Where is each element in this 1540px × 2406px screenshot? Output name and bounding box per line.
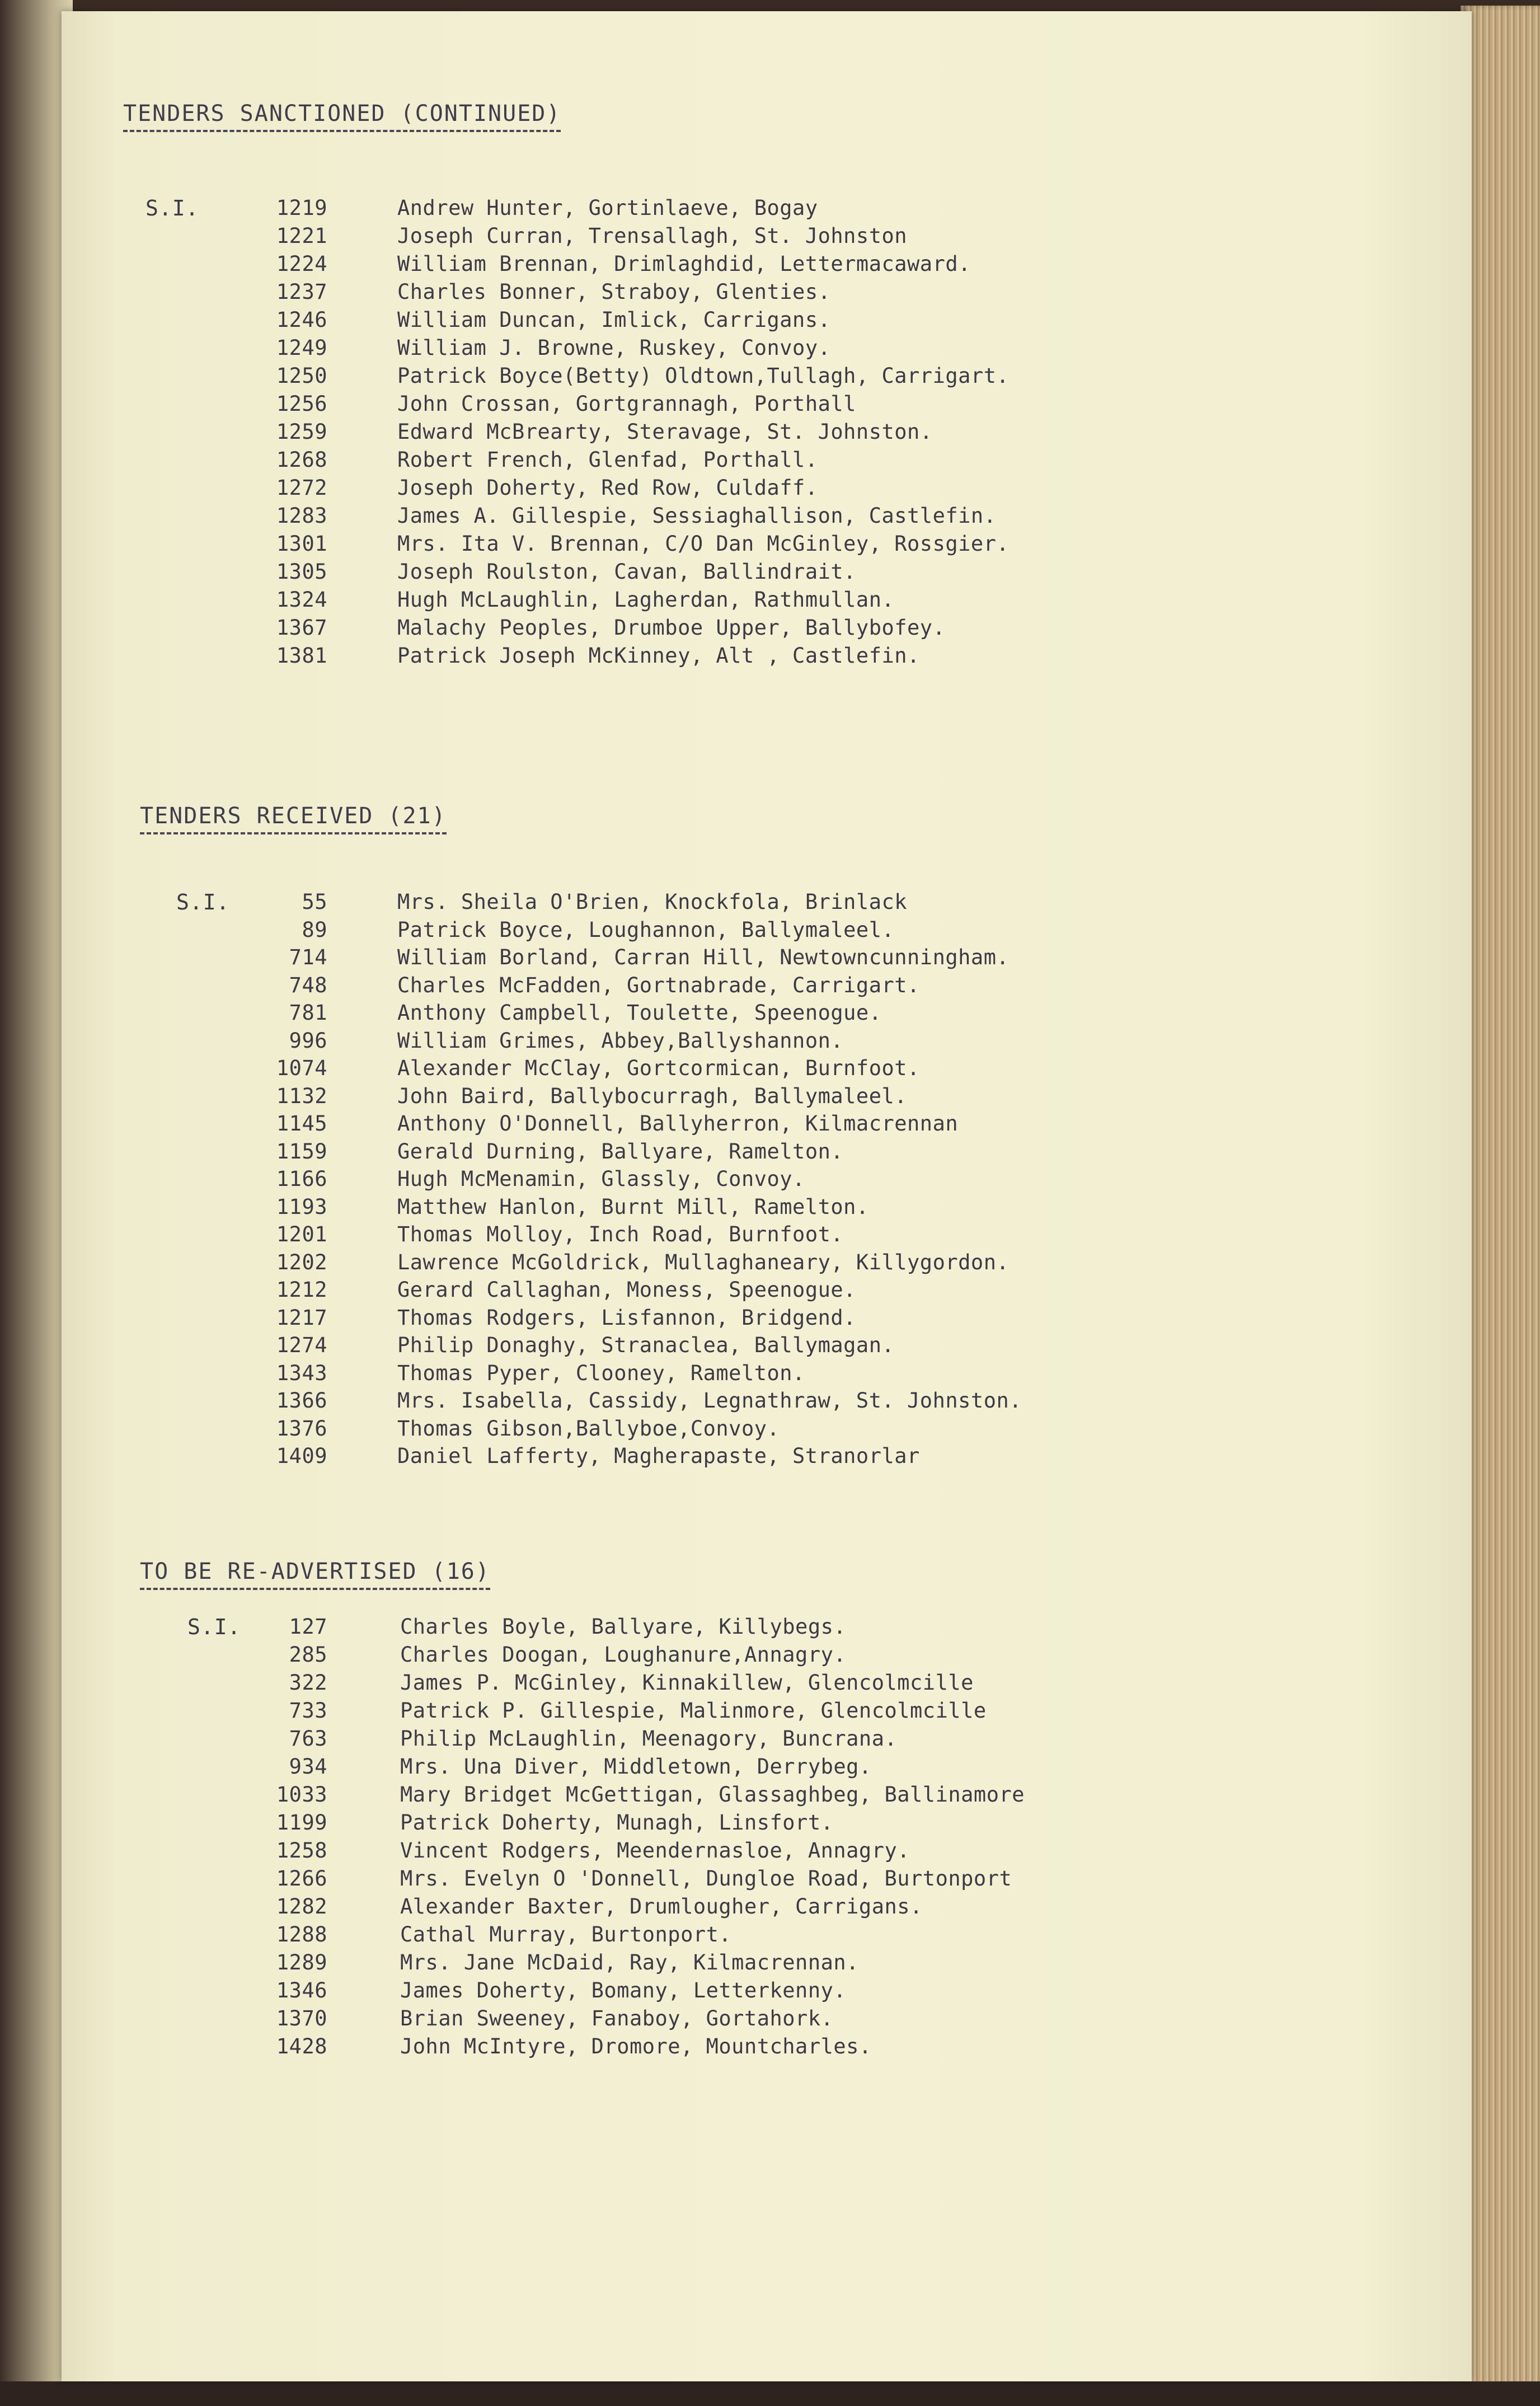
entry-number: 1301 (276, 532, 327, 556)
entry-number: 55 (302, 890, 327, 914)
entry-text: Cathal Murray, Burtonport. (400, 1922, 732, 1947)
entry-text: James A. Gillespie, Sessiaghallison, Castlefin. (397, 504, 997, 528)
entry-text: John Crossan, Gortgrannagh, Porthall (397, 392, 856, 416)
entry-text: Patrick Boyce(Betty) Oldtown,Tullagh, Carrigart. (397, 364, 1010, 388)
entry-number: 748 (289, 973, 327, 997)
entry-text: Philip Donaghy, Stranaclea, Ballymagan. (397, 1333, 895, 1357)
entry-number: 1249 (276, 336, 327, 360)
entry-number: 1212 (276, 1278, 327, 1302)
entry-number: 1201 (276, 1222, 327, 1246)
entry-text: Alexander Baxter, Drumlougher, Carrigans. (400, 1894, 923, 1919)
entry-text: Patrick Boyce, Loughannon, Ballymaleel. (397, 917, 895, 942)
entry-number: 89 (302, 917, 327, 942)
entry-number: 1343 (276, 1361, 327, 1385)
entry-text: Andrew Hunter, Gortinlaeve, Bogay (397, 196, 818, 220)
entry-text: Mrs. Isabella, Cassidy, Legnathraw, St. Johnston. (397, 1389, 1022, 1413)
entry-text: William Borland, Carran Hill, Newtowncunningham. (397, 945, 1010, 969)
entry-number: 1199 (276, 1811, 327, 1835)
entry-text: Joseph Curran, Trensallagh, St. Johnston (397, 224, 908, 248)
entry-number: 1381 (276, 644, 327, 668)
entry-text: Patrick Joseph McKinney, Alt , Castlefin. (397, 644, 920, 668)
entry-number: 1033 (276, 1783, 327, 1807)
entry-number: 1428 (276, 2034, 327, 2058)
entry-number: 1250 (276, 364, 327, 388)
page-edges (1461, 6, 1540, 2390)
entry-number: 127 (289, 1615, 327, 1639)
entry-text: John McIntyre, Dromore, Mountcharles. (400, 2034, 872, 2058)
entry-number: 934 (289, 1755, 327, 1779)
entry-text: Mrs. Ita V. Brennan, C/O Dan McGinley, Rossgier. (397, 532, 1010, 556)
entry-text: Mrs. Sheila O'Brien, Knockfola, Brinlack (397, 890, 908, 914)
section-heading-tenders-sanctioned: TENDERS SANCTIONED (CONTINUED) (123, 101, 561, 132)
entry-number: 1256 (276, 392, 327, 416)
entry-number: 1258 (276, 1838, 327, 1863)
entry-text: Anthony O'Donnell, Ballyherron, Kilmacrennan (397, 1111, 959, 1136)
entry-number: 733 (289, 1699, 327, 1723)
entry-number: 1366 (276, 1389, 327, 1413)
entry-number: 1193 (276, 1194, 327, 1219)
entry-number: 322 (289, 1671, 327, 1695)
section-prefix: S.I. (145, 196, 199, 221)
entry-text: Thomas Rodgers, Lisfannon, Bridgend. (397, 1305, 856, 1330)
entry-text: Mary Bridget McGettigan, Glassaghbeg, Ballinamore (400, 1783, 1025, 1807)
entry-text: Hugh McLaughlin, Lagherdan, Rathmullan. (397, 588, 895, 612)
entry-number: 1224 (276, 252, 327, 276)
entry-number: 1217 (276, 1305, 327, 1330)
entry-text: Alexander McClay, Gortcormican, Burnfoot. (397, 1056, 920, 1080)
entry-number: 1221 (276, 224, 327, 248)
section-prefix: S.I. (187, 1615, 241, 1639)
entry-number: 1409 (276, 1444, 327, 1468)
entry-number: 1237 (276, 280, 327, 304)
entry-number: 1305 (276, 560, 327, 584)
entry-text: Vincent Rodgers, Meendernasloe, Annagry. (400, 1838, 910, 1863)
entry-number: 781 (289, 1001, 327, 1025)
entry-text: Patrick P. Gillespie, Malinmore, Glencolmcille (400, 1699, 987, 1723)
entry-text: Mrs. Una Diver, Middletown, Derrybeg. (400, 1755, 872, 1779)
entry-number: 1289 (276, 1950, 327, 1974)
entry-number: 1246 (276, 308, 327, 332)
entry-text: Lawrence McGoldrick, Mullaghaneary, Killygordon. (397, 1250, 1010, 1274)
entry-number: 1370 (276, 2006, 327, 2030)
entry-number: 1159 (276, 1139, 327, 1164)
entry-text: Daniel Lafferty, Magherapaste, Stranorlar (397, 1444, 920, 1468)
entry-text: Thomas Molloy, Inch Road, Burnfoot. (397, 1222, 844, 1246)
bottom-edge (0, 2381, 1540, 2406)
entry-number: 285 (289, 1643, 327, 1667)
entry-number: 1283 (276, 504, 327, 528)
entry-text: Brian Sweeney, Fanaboy, Gortahork. (400, 2006, 834, 2030)
entry-text: Edward McBrearty, Steravage, St. Johnston. (397, 420, 933, 444)
entry-text: William J. Browne, Ruskey, Convoy. (397, 336, 831, 360)
entry-number: 1219 (276, 196, 327, 220)
entry-text: Robert French, Glenfad, Porthall. (397, 448, 818, 472)
entry-number: 1288 (276, 1922, 327, 1947)
entry-number: 1346 (276, 1978, 327, 2002)
entry-number: 1074 (276, 1056, 327, 1080)
entry-text: William Duncan, Imlick, Carrigans. (397, 308, 831, 332)
entry-text: Patrick Doherty, Munagh, Linsfort. (400, 1811, 834, 1835)
entry-text: Matthew Hanlon, Burnt Mill, Ramelton. (397, 1194, 869, 1219)
section-heading-re-advertised: TO BE RE-ADVERTISED (16) (140, 1559, 490, 1590)
entry-text: Mrs. Jane McDaid, Ray, Kilmacrennan. (400, 1950, 859, 1974)
entry-number: 1376 (276, 1416, 327, 1441)
entry-number: 1166 (276, 1167, 327, 1191)
entry-number: 714 (289, 945, 327, 969)
entry-text: William Brennan, Drimlaghdid, Lettermacaward. (397, 252, 971, 276)
entry-text: Charles Bonner, Straboy, Glenties. (397, 280, 831, 304)
entry-number: 996 (289, 1028, 327, 1053)
entry-text: Charles Doogan, Loughanure,Annagry. (400, 1643, 847, 1667)
entry-number: 1145 (276, 1111, 327, 1136)
entry-text: Charles Boyle, Ballyare, Killybegs. (400, 1615, 847, 1639)
entry-number: 1132 (276, 1084, 327, 1108)
entry-number: 1274 (276, 1333, 327, 1357)
entry-text: Mrs. Evelyn O 'Donnell, Dungloe Road, Burtonport (400, 1866, 1012, 1891)
entry-number: 1266 (276, 1866, 327, 1891)
entry-text: Thomas Pyper, Clooney, Ramelton. (397, 1361, 805, 1385)
entry-text: John Baird, Ballybocurragh, Ballymaleel. (397, 1084, 908, 1108)
entry-text: Gerald Durning, Ballyare, Ramelton. (397, 1139, 844, 1164)
entry-text: James P. McGinley, Kinnakillew, Glencolmcille (400, 1671, 974, 1695)
entry-number: 1272 (276, 476, 327, 500)
entry-number: 1202 (276, 1250, 327, 1274)
entry-text: Charles McFadden, Gortnabrade, Carrigart. (397, 973, 920, 997)
entry-text: Gerard Callaghan, Moness, Speenogue. (397, 1278, 856, 1302)
entry-text: Anthony Campbell, Toulette, Speenogue. (397, 1001, 882, 1025)
document-page (62, 11, 1472, 2381)
entry-text: Malachy Peoples, Drumboe Upper, Ballybofey. (397, 616, 946, 640)
entry-text: Joseph Roulston, Cavan, Ballindrait. (397, 560, 856, 584)
entry-text: Thomas Gibson,Ballyboe,Convoy. (397, 1416, 780, 1441)
entry-number: 1324 (276, 588, 327, 612)
entry-text: Philip McLaughlin, Meenagory, Buncrana. (400, 1727, 898, 1751)
section-heading-tenders-received: TENDERS RECEIVED (21) (140, 803, 447, 834)
entry-text: Joseph Doherty, Red Row, Culdaff. (397, 476, 818, 500)
entry-number: 1367 (276, 616, 327, 640)
section-prefix: S.I. (176, 890, 230, 914)
entry-number: 1282 (276, 1894, 327, 1919)
entry-number: 763 (289, 1727, 327, 1751)
entry-number: 1259 (276, 420, 327, 444)
entry-text: James Doherty, Bomany, Letterkenny. (400, 1978, 847, 2002)
entry-number: 1268 (276, 448, 327, 472)
entry-text: Hugh McMenamin, Glassly, Convoy. (397, 1167, 805, 1191)
entry-text: William Grimes, Abbey,Ballyshannon. (397, 1028, 844, 1053)
